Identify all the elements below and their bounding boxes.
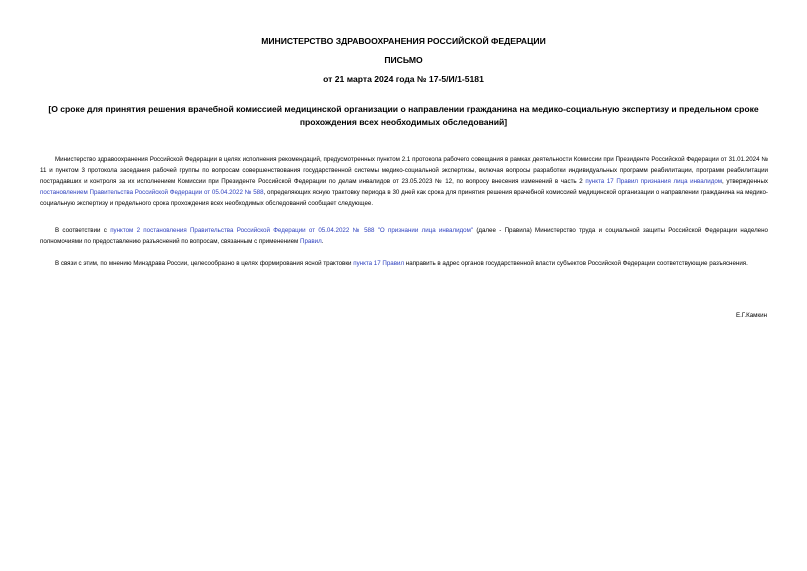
document-type: ПИСЬМО [384,55,423,65]
paragraph-1 [40,154,768,209]
paragraph-1-text-2: , утвержденных [722,178,768,186]
link-rules-point-17-short[interactable]: пункта 17 Правил [353,260,405,267]
document-title: [О сроке для принятия решения врачебной комиссией медицинской организации о направлении гражданина на медико-социальную экспертизу и предельном сроке прохождения всех необходимых обследований] [48,104,759,127]
paragraph-3-text-1: В связи с этим, по мнению Минздрава России, целесообразно в целях формирования ясной трактовки [55,260,354,267]
document-date-number: от 21 марта 2024 года № 17-5/И/1-5181 [323,74,484,84]
link-rules-point-17[interactable]: пункта 17 Правил признания лица инвалидом [585,178,723,186]
paragraph-3-text-2: направить в адрес органов государственной власти субъектов Российской Федерации соответствующие разъяснения. [404,260,748,267]
link-government-decree-588[interactable]: постановлением Правительства Российской Федерации от 05.04.2022 № 588 [40,189,264,197]
paragraph-2-text-3: . [321,238,324,246]
paragraph-2 [40,225,768,247]
paragraph-2-text-2: (далее - Правила) Министерство труда и социальной защиты Российской Федерации наделено полномочиями по предоставлению разъяснений по вопросам, связанным с применением [40,227,768,246]
link-rules[interactable]: Правил [300,238,322,246]
paragraph-2-text-1: В соответствии с [55,227,111,234]
paragraph-3 [40,258,768,269]
link-decree-point-2[interactable]: пунктом 2 постановления Правительства Российской Федерации от 05.04.2022 № 588 "О признании лица инвалидом" [110,227,474,234]
signature: Е.Г.Камкин [735,312,767,319]
paragraph-1-text-1: Министерство здравоохранения Российской Федерации в целях исполнения рекомендаций, предусмотренных пунктом 2.1 протокола рабочего совещания в рамках деятельности Комиссии при Президенте Российской Федерации от 31.01.2024 № 11 и пунктом 3 протокола заседания рабочей группы по вопросам совершенствования государственной системы медико-социальной экспертизы, включая вопросы разработки индивидуальных программ реабилитации, программ реабилитации пострадавших и контроля за их исполнением Комиссии при Президенте Российской Федерации по делам инвалидов от 23.05.2023 № 12, по вопросу внесения изменений в часть 2 [40,156,768,186]
ministry-heading: МИНИСТЕРСТВО ЗДРАВООХРАНЕНИЯ РОССИЙСКОЙ ФЕДЕРАЦИИ [261,36,546,46]
paragraph-1-text-3: , определяющих ясную трактовку периода в 30 дней как срока для принятия решения врачебной комиссией медицинской организации о направлении гражданина на медико-социальную экспертизу и предельного срока прохождения всех необходимых обследований сообщает следующее. [40,189,768,208]
